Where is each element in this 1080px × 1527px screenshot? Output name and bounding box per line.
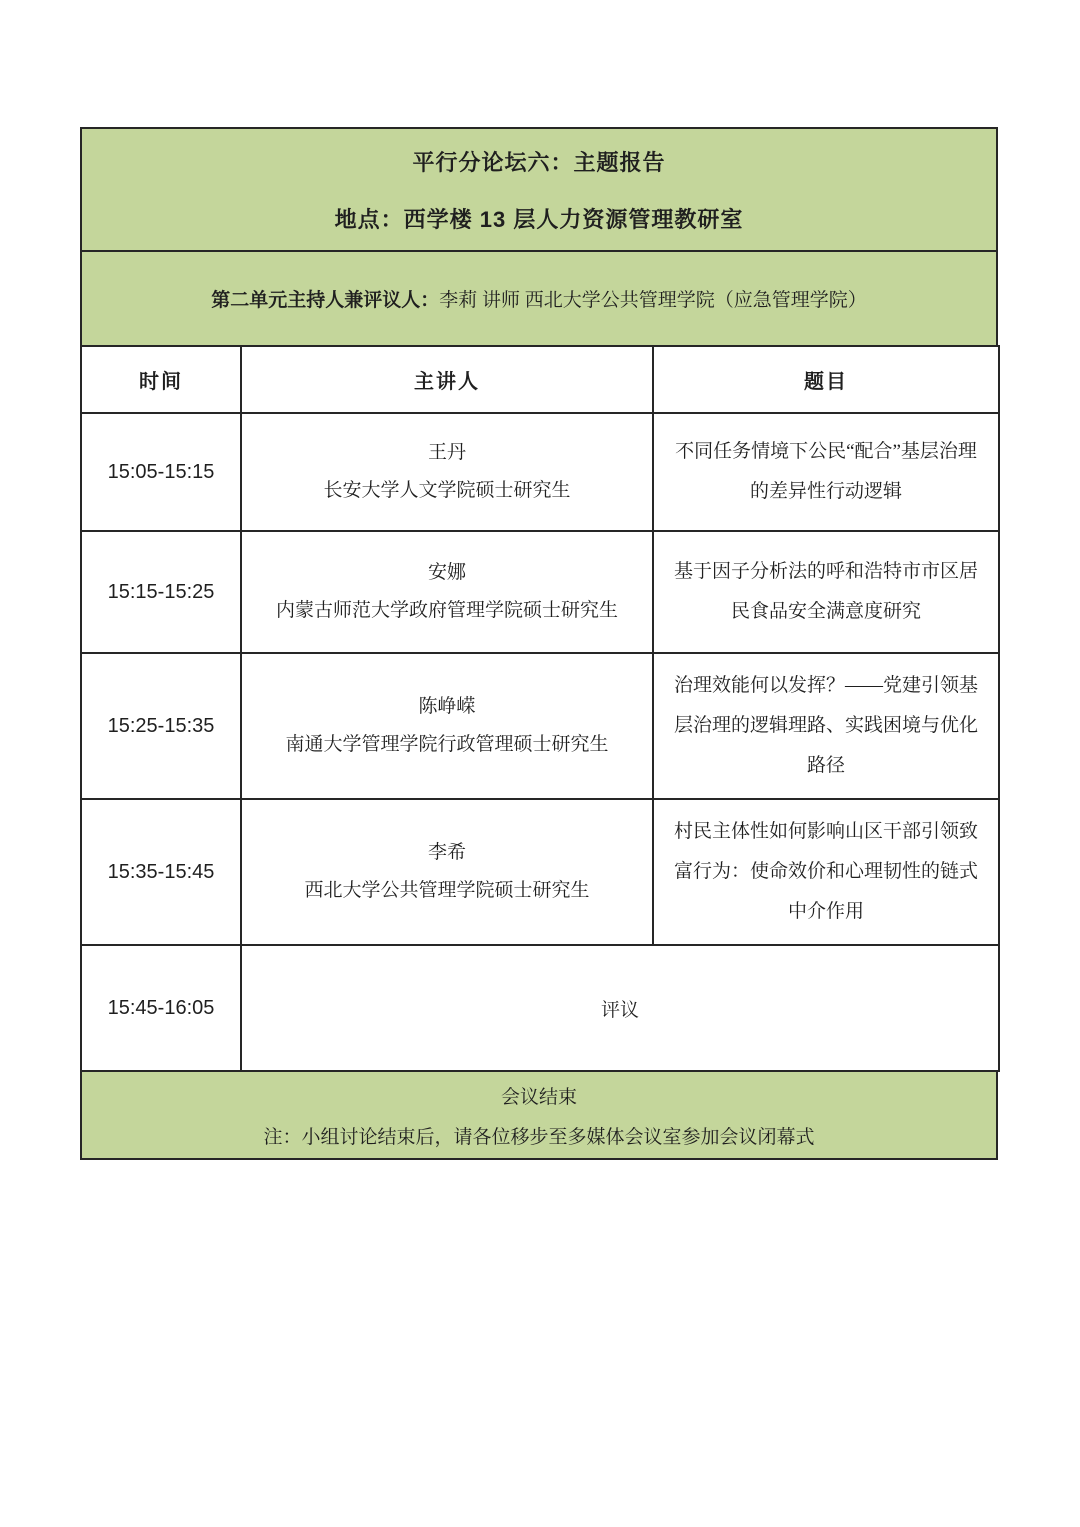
moderator-value: 李莉 讲师 西北大学公共管理学院（应急管理学院）: [439, 290, 867, 311]
table-row: [81, 413, 999, 531]
review-session: 评议: [241, 945, 999, 1071]
speaker-affiliation: 西北大学公共管理学院硕士研究生: [304, 880, 590, 901]
moderator-banner: [80, 250, 998, 345]
time-slot: 15:45-16:05: [81, 945, 241, 1071]
session-location: 地点：西学楼 13 层人力资源管理教研室: [334, 206, 744, 232]
session-title: 平行分论坛六：主题报告: [412, 149, 666, 175]
table-row: [81, 653, 999, 799]
speaker-affiliation: 长安大学人文学院硕士研究生: [323, 480, 571, 501]
meeting-end-label: 会议结束: [500, 1086, 577, 1108]
header-row: [81, 346, 999, 413]
conference-schedule: [80, 127, 998, 1160]
speaker-name: 王丹: [427, 442, 466, 463]
time-slot: 15:05-15:15: [81, 413, 241, 531]
speaker-cell: [241, 653, 653, 799]
time-slot: 15:35-15:45: [81, 799, 241, 945]
table-row: [81, 799, 999, 945]
presentation-topic: 村民主体性如何影响山区干部引领致富行为：使命效价和心理韧性的链式中介作用: [653, 799, 999, 945]
column-header-speaker: 主讲人: [241, 346, 653, 413]
speaker-cell: [241, 413, 653, 531]
session-title-banner: [80, 127, 998, 250]
speaker-name: 陈峥嵘: [418, 696, 476, 717]
presentation-topic: 基于因子分析法的呼和浩特市市区居民食品安全满意度研究: [653, 531, 999, 653]
speaker-affiliation: 南通大学管理学院行政管理硕士研究生: [285, 734, 609, 755]
speaker-name: 李希: [427, 842, 466, 863]
presentation-topic: 不同任务情境下公民“配合”基层治理的差异性行动逻辑: [653, 413, 999, 531]
moderator-label: 第二单元主持人兼评议人：: [211, 290, 440, 311]
speaker-cell: [241, 799, 653, 945]
agenda-table: [80, 345, 1000, 1072]
table-row: [81, 531, 999, 653]
closing-banner: [80, 1072, 998, 1160]
column-header-time: 时间: [81, 346, 241, 413]
closing-note: 注：小组讨论结束后，请各位移步至多媒体会议室参加会议闭幕式: [263, 1126, 815, 1148]
speaker-cell: [241, 531, 653, 653]
time-slot: 15:25-15:35: [81, 653, 241, 799]
column-header-topic: 题目: [653, 346, 999, 413]
speaker-affiliation: 内蒙古师范大学政府管理学院硕士研究生: [275, 600, 618, 621]
speaker-name: 安娜: [427, 562, 466, 583]
time-slot: 15:15-15:25: [81, 531, 241, 653]
review-row: [81, 945, 999, 1071]
presentation-topic: 治理效能何以发挥？——党建引领基层治理的逻辑理路、实践困境与优化路径: [653, 653, 999, 799]
